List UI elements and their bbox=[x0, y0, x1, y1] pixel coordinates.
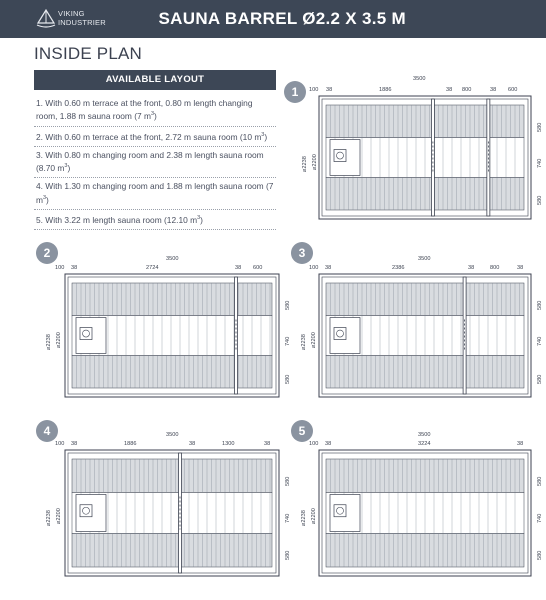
plan-4-inner-dia: ⌀2200 bbox=[56, 508, 62, 524]
plan-5-row-1: 580 bbox=[537, 476, 543, 486]
plan-1-row-2: 740 bbox=[537, 158, 543, 168]
page-title: SAUNA BARREL Ø2.2 X 3.5 M bbox=[158, 9, 406, 28]
plan-3-total-dim: 3500 bbox=[418, 256, 431, 262]
plan-4-seg-2: 1886 bbox=[124, 441, 137, 447]
plan-5-seg-3: 38 bbox=[517, 441, 524, 447]
plan-2-svg bbox=[64, 273, 280, 398]
plan-1-svg bbox=[318, 95, 532, 220]
plan-1-total-dim: 3500 bbox=[413, 76, 426, 82]
partition-wall bbox=[487, 99, 490, 216]
plan-4-seg-3: 38 bbox=[189, 441, 196, 447]
plan-1-outer-dia: ⌀2238 bbox=[302, 156, 308, 172]
plan-4-seg-5: 38 bbox=[264, 441, 271, 447]
plan-4-seg-4: 1300 bbox=[222, 441, 235, 447]
plan-5-svg bbox=[318, 449, 532, 577]
plan-4-seg-1: 38 bbox=[71, 441, 78, 447]
plan-2-row-3: 580 bbox=[285, 374, 291, 384]
plan-3-row-3: 580 bbox=[537, 374, 543, 384]
logo-text: VIKING INDUSTRIER bbox=[58, 9, 106, 27]
plan-3-row-2: 740 bbox=[537, 336, 543, 346]
layout-option-4: 4. With 1.30 m changing room and 1.88 m length sauna room (7 $m^3$) bbox=[34, 178, 276, 210]
plan-1-inner-dia: ⌀2200 bbox=[312, 154, 318, 170]
plan-5-seg-2: 3224 bbox=[418, 441, 431, 447]
section-title: INSIDE PLAN bbox=[34, 44, 143, 63]
layout-option-3: 3. With 0.80 m changing room and 2.38 m length sauna room (8.70 $m^3$) bbox=[34, 147, 276, 179]
middle-floor-planks bbox=[335, 492, 515, 533]
plan-4-outer-dia: ⌀2238 bbox=[46, 510, 52, 526]
stove-icon bbox=[334, 505, 346, 517]
stove-icon bbox=[334, 328, 346, 340]
plan-1-drawing bbox=[318, 95, 532, 220]
plan-2-drawing bbox=[64, 273, 280, 398]
plan-5-seg-0: 100 bbox=[309, 441, 319, 447]
top-bench bbox=[72, 283, 272, 316]
stove-icon bbox=[80, 328, 92, 340]
plan-2-badge: 2 bbox=[36, 242, 58, 264]
plan-1-seg-1: 38 bbox=[326, 87, 333, 93]
plan-2-inner-dia: ⌀2200 bbox=[56, 332, 62, 348]
plan-5-row-3: 580 bbox=[537, 550, 543, 560]
plan-3-seg-2: 2386 bbox=[392, 265, 405, 271]
plan-1-seg-6: 600 bbox=[508, 87, 518, 93]
plan-3-outer-dia: ⌀2238 bbox=[301, 334, 307, 350]
plan-4-drawing bbox=[64, 449, 280, 577]
plan-4-row-1: 580 bbox=[285, 476, 291, 486]
plan-5-badge: 5 bbox=[291, 420, 313, 442]
plan-3-seg-5: 38 bbox=[517, 265, 524, 271]
plan-3-row-1: 580 bbox=[537, 300, 543, 310]
plan-4-total-dim: 3500 bbox=[166, 432, 179, 438]
top-bench bbox=[72, 459, 272, 492]
plan-5-inner-dia: ⌀2200 bbox=[311, 508, 317, 524]
stove-icon bbox=[334, 150, 346, 162]
plan-2-seg-4: 600 bbox=[253, 265, 263, 271]
header-bar bbox=[0, 0, 546, 38]
plan-1-seg-2: 1886 bbox=[379, 87, 392, 93]
plan-2-seg-1: 38 bbox=[71, 265, 78, 271]
plan-5-total-dim: 3500 bbox=[418, 432, 431, 438]
plan-3-seg-0: 100 bbox=[309, 265, 319, 271]
bottom-bench bbox=[72, 355, 272, 388]
partition-wall bbox=[235, 277, 238, 394]
plan-4-badge: 4 bbox=[36, 420, 58, 442]
plan-2-row-2: 740 bbox=[285, 336, 291, 346]
plan-1-seg-3: 38 bbox=[446, 87, 453, 93]
plan-1-row-1: 580 bbox=[537, 122, 543, 132]
plan-3-svg bbox=[318, 273, 532, 398]
plan-4-row-2: 740 bbox=[285, 513, 291, 523]
layout-option-5: 5. With 3.22 m length sauna room (12.10 $m^3$) bbox=[34, 210, 276, 230]
plan-1-row-3: 580 bbox=[537, 195, 543, 205]
plan-3-seg-4: 800 bbox=[490, 265, 500, 271]
stove-icon bbox=[80, 505, 92, 517]
partition-wall bbox=[431, 99, 434, 216]
layout-option-1: 1. With 0.60 m terrace at the front, 0.80 m length changing room, 1.88 m sauna room (7 $m^3$) bbox=[34, 95, 276, 127]
plan-1-seg-4: 800 bbox=[462, 87, 472, 93]
bottom-bench bbox=[72, 534, 272, 567]
ship-icon bbox=[36, 7, 56, 29]
plan-2-row-1: 580 bbox=[285, 300, 291, 310]
layout-options-list bbox=[34, 95, 276, 230]
plan-3-seg-1: 38 bbox=[325, 265, 332, 271]
viking-logo bbox=[36, 7, 116, 33]
plan-2-seg-3: 38 bbox=[235, 265, 242, 271]
available-layout-header: AVAILABLE LAYOUT bbox=[34, 70, 276, 90]
plan-2-seg-2: 2724 bbox=[146, 265, 159, 271]
plan-3-seg-3: 38 bbox=[468, 265, 475, 271]
middle-floor-planks bbox=[335, 316, 515, 356]
plan-1-seg-0: 100 bbox=[309, 87, 319, 93]
plan-2-seg-0: 100 bbox=[55, 265, 65, 271]
plan-4-svg bbox=[64, 449, 280, 577]
plan-3-badge: 3 bbox=[291, 242, 313, 264]
plan-5-row-2: 740 bbox=[537, 513, 543, 523]
plan-3-drawing bbox=[318, 273, 532, 398]
plan-5-seg-1: 38 bbox=[325, 441, 332, 447]
plan-4-row-3: 580 bbox=[285, 550, 291, 560]
plan-1-badge: 1 bbox=[284, 81, 306, 103]
layout-option-2: 2. With 0.60 m terrace at the front, 2.72 m sauna room (10 $m^3$) bbox=[34, 127, 276, 147]
plan-2-outer-dia: ⌀2238 bbox=[46, 334, 52, 350]
plan-2-total-dim: 3500 bbox=[166, 256, 179, 262]
partition-wall bbox=[463, 277, 466, 394]
plan-5-drawing bbox=[318, 449, 532, 577]
plan-5-outer-dia: ⌀2238 bbox=[301, 510, 307, 526]
plan-1-seg-5: 38 bbox=[490, 87, 497, 93]
plan-3-inner-dia: ⌀2200 bbox=[311, 332, 317, 348]
plan-4-seg-0: 100 bbox=[55, 441, 65, 447]
